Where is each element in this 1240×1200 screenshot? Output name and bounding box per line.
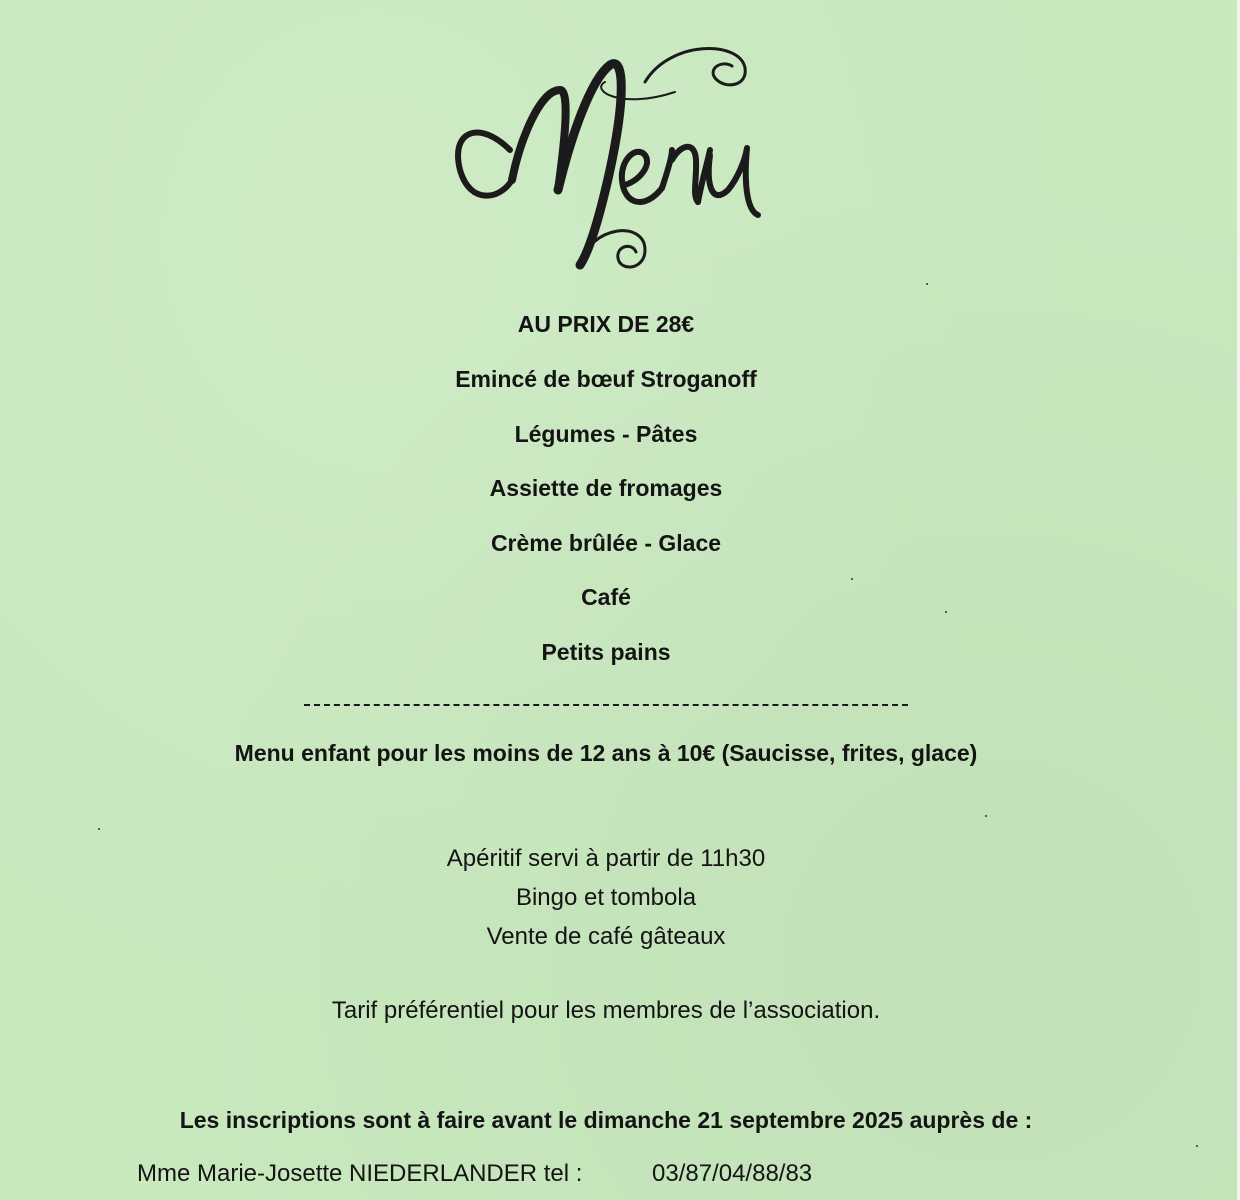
price-heading: AU PRIX DE 28€ bbox=[517, 311, 695, 337]
paper-speck bbox=[98, 828, 100, 830]
menu-script-title bbox=[440, 20, 780, 280]
paper-speck bbox=[985, 815, 987, 817]
activity-item: Vente de café gâteaux bbox=[486, 923, 726, 950]
menu-item: Emincé de bœuf Stroganoff bbox=[455, 366, 757, 392]
paper-speck bbox=[945, 611, 947, 613]
kids-menu: Menu enfant pour les moins de 12 ans à 10€ (Saucisse, frites, glace) bbox=[234, 740, 978, 766]
dashed-divider bbox=[304, 704, 908, 706]
activity-item: Bingo et tombola bbox=[515, 884, 697, 911]
menu-item: Café bbox=[581, 584, 631, 610]
contact-name: Mme Marie-Josette NIEDERLANDER tel : bbox=[137, 1160, 583, 1187]
paper-speck bbox=[926, 283, 928, 285]
menu-item: Légumes - Pâtes bbox=[514, 421, 698, 447]
contact-phone: 03/87/04/88/83 bbox=[652, 1160, 813, 1187]
menu-item: Petits pains bbox=[541, 639, 671, 665]
member-rate-note: Tarif préférentiel pour les membres de l’association. bbox=[331, 997, 881, 1024]
activity-item: Apéritif servi à partir de 11h30 bbox=[446, 845, 766, 872]
menu-item: Assiette de fromages bbox=[489, 475, 723, 501]
menu-item: Crème brûlée - Glace bbox=[490, 530, 722, 556]
registration-note: Les inscriptions sont à faire avant le dimanche 21 septembre 2025 auprès de : bbox=[179, 1107, 1033, 1133]
paper-speck bbox=[851, 578, 853, 580]
paper-speck bbox=[1196, 1145, 1198, 1147]
